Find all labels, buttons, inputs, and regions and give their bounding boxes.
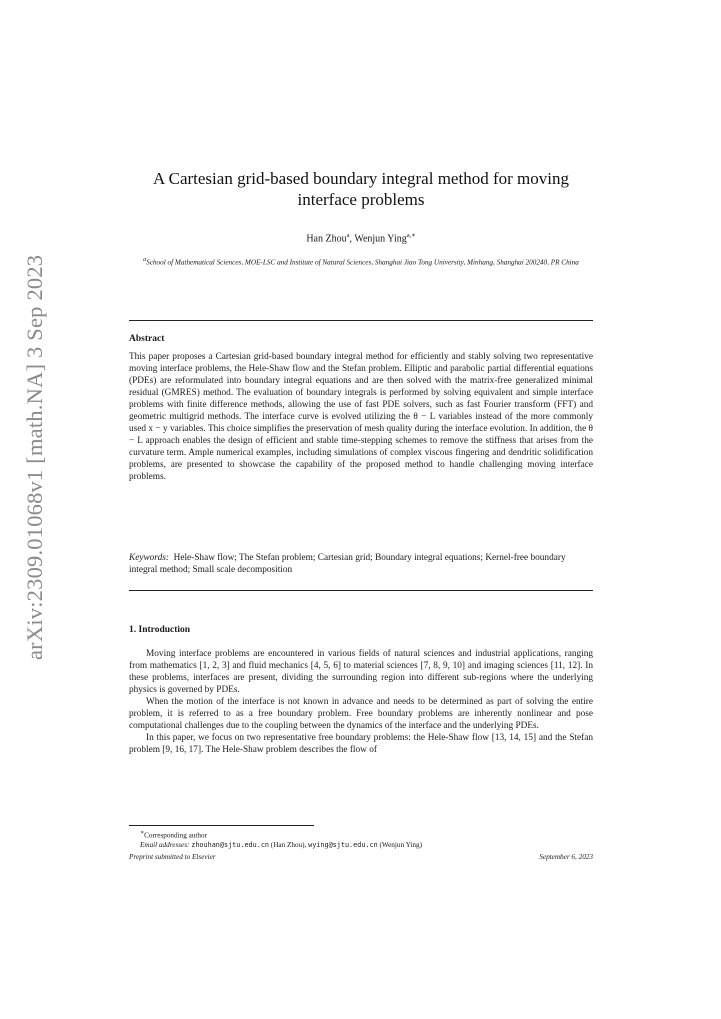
keywords: [129, 552, 593, 576]
affiliation-mark: a: [143, 257, 147, 263]
paper-title: A Cartesian grid-based boundary integral method for moving interface problems: [153, 169, 569, 209]
footnote-rule: [129, 825, 314, 826]
author-name: Han Zhou: [306, 233, 347, 245]
abstract-text: This paper proposes a Cartesian grid-based boundary integral method for efficiently and stably solving two representative moving interface problems, the Hele-Shaw flow and the Stefan problem. Elliptic and parabolic partial differential equations (PDEs) are reformulated into boundary integral equations and are then solved with the matrix-free generalized minimal residual (GMRES) method. The evaluation of boundary integrals is performed by solving equivalent and simple interface problems with finite difference methods, allowing the use of fast PDE solvers, such as fast Fourier transform (FFT) and geometric multigrid methods. The interface curve is evolved utilizing the θ − L variables instead of the more commonly used x − y variables. This choice simplifies the preservation of mesh quality during the interface evolution. In addition, the θ − L approach enables the design of efficient and stable time-stepping schemes to remove the stiffness that arises from the curvature term. Ample numerical examples, including simulations of complex viscous fingering and dendritic solidification problems, are presented to showcase the capability of the proposed method to handle challenging moving interface problems.: [129, 352, 593, 482]
abstract-bottom-rule: [129, 590, 593, 591]
footnote: [140, 828, 422, 850]
preprint-journal-note: Preprint submitted to Elsevier: [129, 853, 216, 861]
keywords-text: Hele-Shaw flow; The Stefan problem; Cartesian grid; Boundary integral equations; Kernel-free boundary integral method; Small scale decomposition: [129, 553, 566, 575]
author-affiliation-mark: a,∗: [406, 232, 416, 239]
affiliation-text: School of Mathematical Sciences, MOE-LSC and Institute of Natural Sciences, Shanghai Jiao Tong University, Minhang, Shanghai 200240, PR China: [146, 258, 579, 267]
corresponding-author-note: Corresponding author: [144, 831, 207, 840]
preprint-date: September 6, 2023: [539, 853, 593, 861]
email-owner: (Wenjun Ying): [379, 841, 422, 850]
author-list: [129, 231, 593, 244]
abstract-top-rule: [129, 320, 593, 321]
email-label: Email addresses:: [140, 841, 190, 850]
abstract-heading: Abstract: [129, 334, 165, 344]
paragraph: Moving interface problems are encountered in various fields of natural sciences and industrial applications, ranging from mathematics [1, 2, 3] and fluid mechanics [4, 5, 6] to material sciences [7, 8, 9, 10] and imaging sciences [11, 12]. In these problems, interfaces are present, dividing the surrounding region into different sub-regions where the underlying physics is governed by PDEs.: [129, 649, 593, 695]
footnote-mark: ∗: [140, 830, 145, 836]
section-heading-introduction: 1. Introduction: [129, 625, 191, 635]
arxiv-identifier-stamp: arXiv:2309.01068v1 [math.NA] 3 Sep 2023: [22, 254, 47, 660]
author-name: Wenjun Ying: [354, 233, 407, 245]
email-link[interactable]: zhouhan@sjtu.edu.cn: [191, 841, 269, 850]
preprint-footer: [129, 853, 593, 861]
paragraph: When the motion of the interface is not known in advance and needs to be determined as part of solving the entire problem, it is referred to as a free boundary problem. Free boundary problems are inherently nonlinear and pose computational challenges due to the coupling between the dynamics of the interface and the underlying PDEs.: [129, 697, 593, 731]
keywords-label: Keywords:: [129, 553, 169, 563]
email-link[interactable]: wying@sjtu.edu.cn: [308, 841, 378, 850]
email-owner: (Han Zhou),: [270, 841, 307, 850]
author-separator: ,: [349, 233, 355, 245]
introduction-body: [129, 648, 593, 756]
paragraph: In this paper, we focus on two representative free boundary problems: the Hele-Shaw flow [13, 14, 15] and the Stefan problem [9, 16, 17]. The Hele-Shaw problem describes the flow of: [129, 733, 593, 755]
affiliation: [129, 255, 593, 267]
author-affiliation-mark: a: [346, 232, 350, 239]
